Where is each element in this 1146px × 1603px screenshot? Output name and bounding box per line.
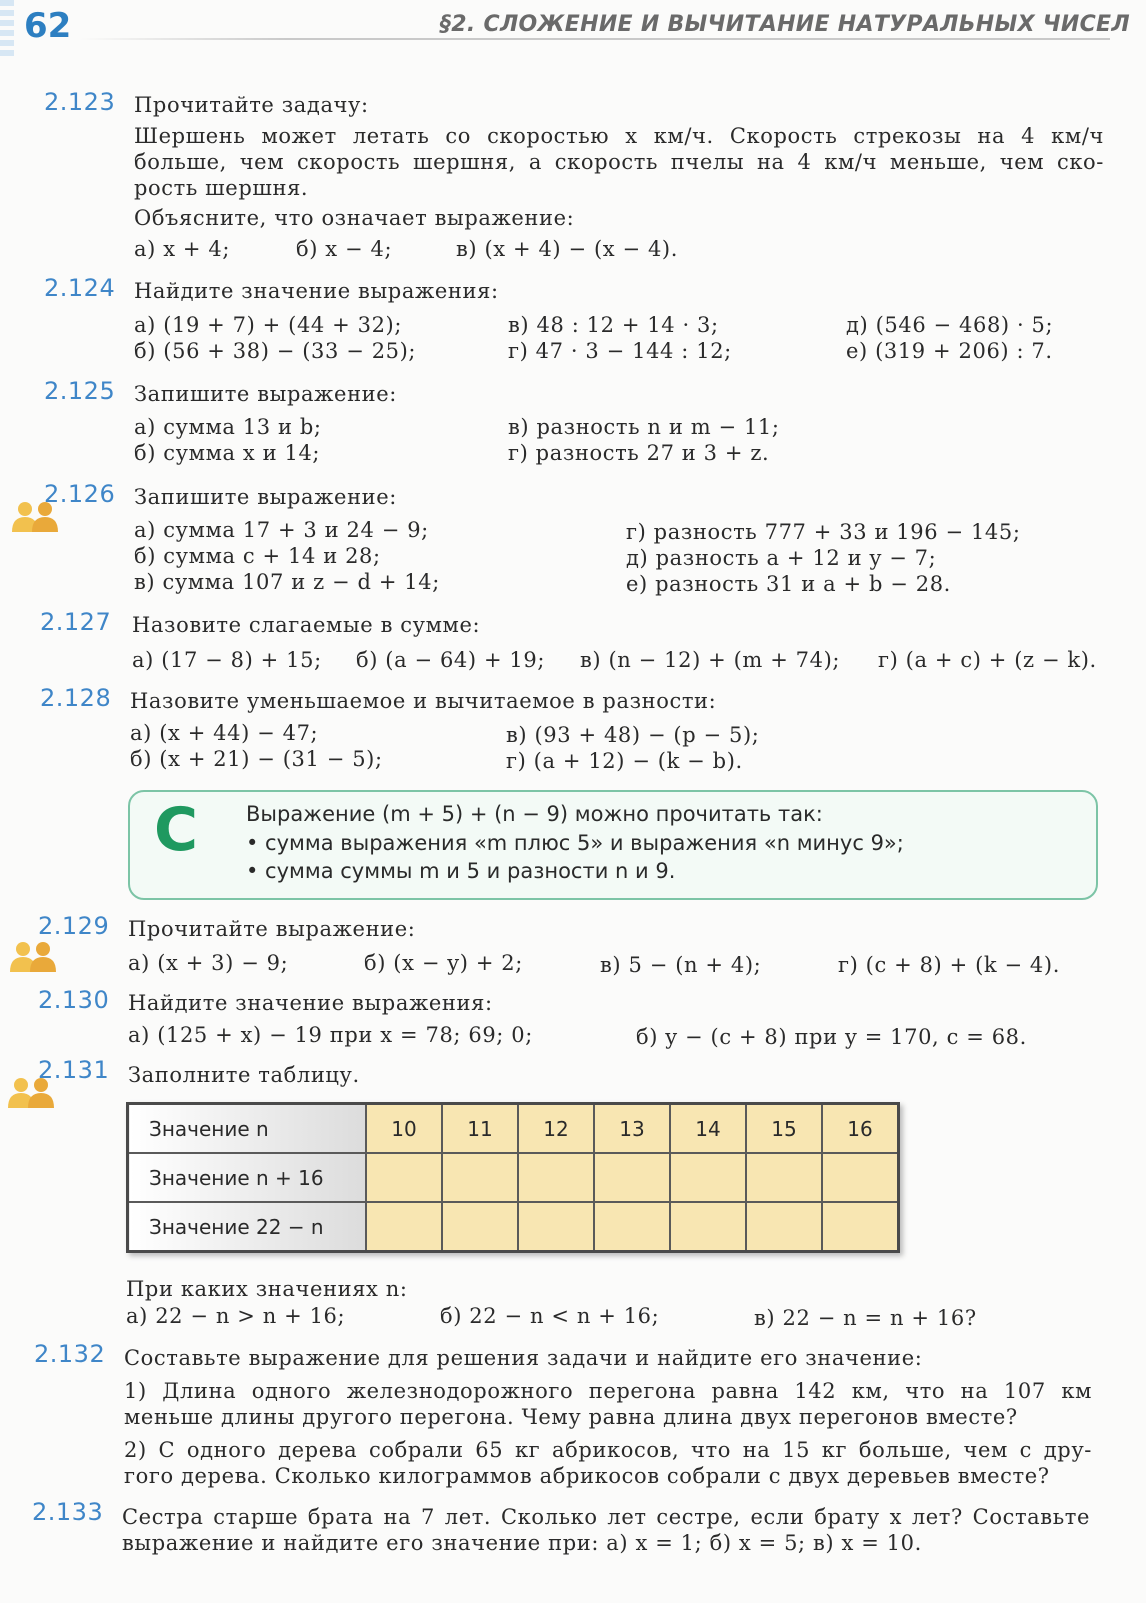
table-cell-value: 12	[518, 1104, 594, 1154]
table-cell-empty[interactable]	[442, 1202, 518, 1252]
task-text: 1) Длина одного железнодорожного перегона равна 142 км, что на 107 км	[124, 1379, 1092, 1403]
task-item-b: б) x − 4;	[296, 237, 393, 261]
table-row	[128, 1153, 899, 1202]
task-item-f: е) разность 31 и a + b − 28.	[626, 572, 951, 596]
task-title: Назовите слагаемые в сумме:	[132, 613, 481, 637]
task-text: выражение и найдите его значение при: а) x = 1; б) x = 5; в) x = 10.	[122, 1531, 922, 1555]
task-item-a: а) x + 4;	[134, 237, 231, 261]
task-text: рость шершня.	[134, 176, 309, 200]
table-cell-empty[interactable]	[518, 1153, 594, 1202]
section-title: §2. СЛОЖЕНИЕ И ВЫЧИТАНИЕ НАТУРАЛЬНЫХ ЧИСЕЛ	[440, 12, 1130, 37]
note-line: • сумма суммы m и 5 и разности n и 9.	[246, 859, 676, 883]
task-item-a: а) (x + 3) − 9;	[128, 951, 289, 975]
note-line: • сумма выражения «m плюс 5» и выражения «n минус 9»;	[246, 831, 904, 855]
task-item-a: а) 22 − n > n + 16;	[126, 1304, 346, 1328]
task-item-d: г) 47 · 3 − 144 : 12;	[508, 339, 732, 363]
row-label-22-minus-n: Значение 22 − n	[128, 1202, 367, 1252]
table-cell-empty[interactable]	[670, 1153, 746, 1202]
table-cell-value: 14	[670, 1104, 746, 1154]
note-icon: C	[154, 795, 199, 865]
task-text: гого дерева. Сколько килограммов абрикосов собрали с двух деревьев вместе?	[124, 1464, 1050, 1488]
task-question: При каких значениях n:	[126, 1277, 408, 1301]
task-item-a: а) сумма 17 + 3 и 24 − 9;	[134, 518, 429, 542]
table-cell-empty[interactable]	[670, 1202, 746, 1252]
note-line: Выражение (m + 5) + (n − 9) можно прочитать так:	[246, 802, 823, 826]
task-title: Назовите уменьшаемое и вычитаемое в разности:	[130, 689, 717, 713]
task-item-d: г) разность 27 и 3 + z.	[508, 441, 770, 465]
task-number: 2.133	[32, 1498, 104, 1526]
table-cell-empty[interactable]	[518, 1202, 594, 1252]
task-text: меньше длины другого перегона. Чему равна длина двух перегонов вместе?	[124, 1405, 1018, 1429]
task-item-b: б) сумма x и 14;	[134, 441, 321, 465]
task-text: 2) С одного дерева собрали 65 кг абрикосов, что на 15 кг больше, чем с дру-	[124, 1438, 1092, 1462]
table-cell-empty[interactable]	[594, 1202, 670, 1252]
table-cell-value: 11	[442, 1104, 518, 1154]
task-item-b: б) (a − 64) + 19;	[356, 648, 546, 672]
table-row	[128, 1104, 899, 1154]
values-table	[126, 1102, 900, 1253]
pair-work-icon	[6, 940, 60, 972]
task-title: Найдите значение выражения:	[128, 991, 493, 1015]
task-item-c: в) (n − 12) + (m + 74);	[580, 648, 841, 672]
task-item-d: г) (a + c) + (z − k).	[878, 648, 1097, 672]
task-number: 2.125	[44, 377, 116, 405]
task-item-a: а) (17 − 8) + 15;	[132, 648, 322, 672]
header-rule	[80, 38, 1110, 40]
task-item-e: д) разность a + 12 и y − 7;	[626, 546, 937, 570]
table-cell-empty[interactable]	[594, 1153, 670, 1202]
task-title: Заполните таблицу.	[128, 1063, 360, 1087]
task-item-c: в) 22 − n = n + 16?	[754, 1306, 977, 1330]
task-item-b: б) сумма c + 14 и 28;	[134, 544, 381, 568]
table-cell-empty[interactable]	[366, 1153, 442, 1202]
task-number: 2.123	[44, 88, 116, 116]
task-number: 2.129	[38, 912, 110, 940]
task-item-c: в) разность n и m − 11;	[508, 415, 780, 439]
task-item-b: б) (56 + 38) − (33 − 25);	[134, 339, 417, 363]
task-question: Объясните, что означает выражение:	[134, 206, 575, 230]
task-item-e: д) (546 − 468) · 5;	[846, 313, 1054, 337]
task-item-c: в) (93 + 48) − (p − 5);	[506, 723, 760, 747]
table-cell-value: 15	[746, 1104, 822, 1154]
page-number: 62	[24, 6, 72, 46]
table-cell-empty[interactable]	[366, 1202, 442, 1252]
task-title: Прочитайте задачу:	[134, 93, 369, 117]
table-cell-empty[interactable]	[822, 1153, 899, 1202]
row-label-n: Значение n	[128, 1104, 367, 1154]
task-item-d: г) (c + 8) + (k − 4).	[838, 953, 1060, 977]
task-title: Запишите выражение:	[134, 485, 397, 509]
table-cell-empty[interactable]	[746, 1153, 822, 1202]
task-number: 2.131	[38, 1056, 110, 1084]
task-item-f: е) (319 + 206) : 7.	[846, 339, 1053, 363]
task-title: Составьте выражение для решения задачи и найдите его значение:	[124, 1346, 923, 1370]
task-number: 2.128	[40, 684, 112, 712]
task-item-d: г) (a + 12) − (k − b).	[506, 749, 743, 773]
table-cell-empty[interactable]	[442, 1153, 518, 1202]
corner-decoration	[0, 0, 14, 60]
task-item-b: б) (x + 21) − (31 − 5);	[130, 747, 383, 771]
task-item-a: а) (125 + x) − 19 при x = 78; 69; 0;	[128, 1023, 533, 1047]
task-number: 2.127	[40, 608, 112, 636]
task-text: Сестра старше брата на 7 лет. Сколько лет сестре, если брату x лет? Составьте	[122, 1505, 1090, 1529]
table-cell-value: 10	[366, 1104, 442, 1154]
task-item-c: в) 48 : 12 + 14 · 3;	[508, 313, 719, 337]
task-number: 2.126	[44, 480, 116, 508]
task-item-c: в) 5 − (n + 4);	[600, 953, 762, 977]
task-item-a: а) (x + 44) − 47;	[130, 721, 319, 745]
table-cell-empty[interactable]	[822, 1202, 899, 1252]
task-number: 2.132	[34, 1340, 106, 1368]
task-item-b: б) (x − y) + 2;	[364, 951, 523, 975]
table-cell-value: 13	[594, 1104, 670, 1154]
table-cell-empty[interactable]	[746, 1202, 822, 1252]
task-item-c: в) (x + 4) − (x − 4).	[456, 237, 678, 261]
task-item-a: а) (19 + 7) + (44 + 32);	[134, 313, 402, 337]
table-cell-value: 16	[822, 1104, 899, 1154]
task-title: Найдите значение выражения:	[134, 279, 499, 303]
task-number: 2.130	[38, 986, 110, 1014]
task-text: больше, чем скорость шершня, а скорость пчелы на 4 км/ч меньше, чем ско-	[134, 150, 1104, 174]
task-text: Шершень может летать со скоростью x км/ч. Скорость стрекозы на 4 км/ч	[134, 124, 1104, 148]
task-title: Запишите выражение:	[134, 382, 397, 406]
task-item-c: в) сумма 107 и z − d + 14;	[134, 570, 440, 594]
task-item-b: б) 22 − n < n + 16;	[440, 1304, 660, 1328]
task-number: 2.124	[44, 274, 116, 302]
table-row	[128, 1202, 899, 1252]
task-item-b: б) y − (c + 8) при y = 170, c = 68.	[636, 1025, 1027, 1049]
task-title: Прочитайте выражение:	[128, 917, 416, 941]
task-item-a: а) сумма 13 и b;	[134, 415, 322, 439]
rule-note-box	[128, 790, 1098, 900]
row-label-n-plus-16: Значение n + 16	[128, 1153, 367, 1202]
task-item-d: г) разность 777 + 33 и 196 − 145;	[626, 520, 1021, 544]
